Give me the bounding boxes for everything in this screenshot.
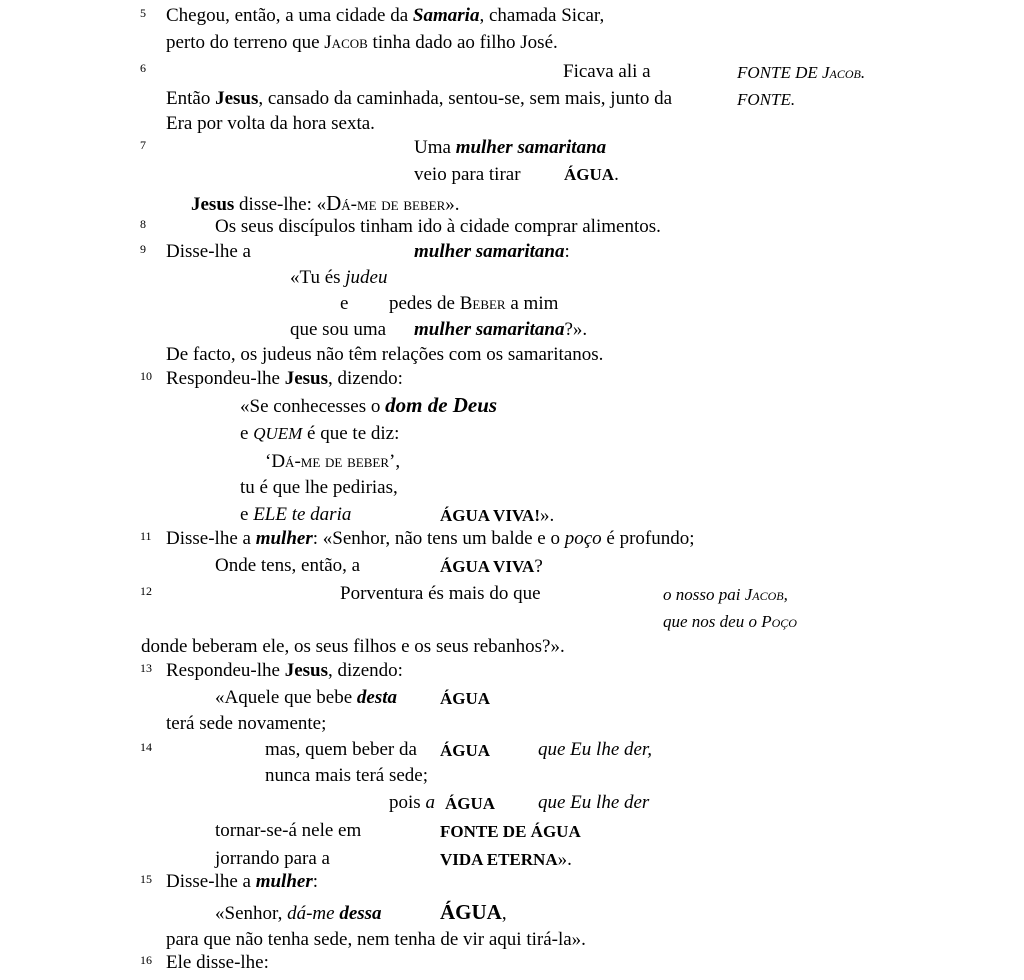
verse-15-line-1: Disse-lhe a mulher: bbox=[166, 871, 319, 892]
verse-10-line-6: e ELE te daria bbox=[240, 504, 352, 525]
verse-11-line-2: Onde tens, então, a bbox=[215, 555, 361, 576]
verse-number-6: 6 bbox=[140, 61, 146, 75]
fonte-de-agua: FONTE DE ÁGUA bbox=[440, 822, 581, 841]
verse-14-line-2: nunca mais terá sede; bbox=[265, 765, 429, 786]
verse-14-line-3: pois a bbox=[389, 792, 435, 813]
verse-7-line-2: veio para tirar bbox=[414, 164, 521, 185]
verse-13-line-1: Respondeu-lhe Jesus, dizendo: bbox=[166, 660, 403, 681]
verse-9-line-4b: mulher samaritana?». bbox=[414, 319, 588, 340]
verse-6-line-3: Era por volta da hora sexta. bbox=[166, 113, 375, 134]
verse-12-line-1: Porventura és mais do que bbox=[340, 583, 541, 604]
agua-14c: ÁGUA bbox=[445, 794, 496, 813]
verse-13-line-2: «Aquele que bebe desta bbox=[215, 687, 398, 708]
verse-5-line-2: perto do terreno que Jacob tinha dado ao filho José. bbox=[166, 32, 558, 53]
verse-9-line-3: pedes de Beber a mim bbox=[389, 293, 559, 314]
agua-14a: ÁGUA bbox=[440, 741, 491, 760]
verse-9-line-2: «Tu és judeu bbox=[290, 267, 388, 288]
verse-number-16: 16 bbox=[140, 953, 152, 967]
verse-number-13: 13 bbox=[140, 661, 152, 675]
verse-9-line-1: Disse-lhe a bbox=[166, 241, 251, 262]
verse-10-line-2: «Se conhecesses o dom de Deus bbox=[240, 393, 498, 417]
verse-13-line-3: terá sede novamente; bbox=[166, 713, 327, 734]
verse-number-12: 12 bbox=[140, 584, 152, 598]
verse-10-line-3: e QUEM é que te diz: bbox=[240, 423, 400, 444]
agua-viva: ÁGUA VIVA!». bbox=[440, 505, 555, 526]
verse-8-line-1: Os seus discípulos tinham ido à cidade comprar alimentos. bbox=[215, 216, 661, 237]
verse-number-5: 5 bbox=[140, 6, 146, 20]
que-eu-lhe-der-1: que Eu lhe der, bbox=[538, 739, 652, 760]
verse-7-line-1: Uma mulher samaritana bbox=[414, 137, 607, 158]
nos-deu-o-poco: que nos deu o Poço bbox=[663, 612, 797, 631]
verse-9-line-4: que sou uma bbox=[290, 319, 387, 340]
verse-number-8: 8 bbox=[140, 217, 146, 231]
verse-number-15: 15 bbox=[140, 872, 152, 886]
verse-7-line-3: Jesus disse-lhe: «Dá-me de beber». bbox=[191, 191, 460, 215]
verse-15-line-2: «Senhor, dá-me dessa bbox=[215, 903, 382, 924]
nosso-pai-jacob: o nosso pai Jacob, bbox=[663, 585, 788, 604]
verse-9-e: e bbox=[340, 293, 349, 314]
verse-5-line-1: Chegou, então, a uma cidade da Samaria, chamada Sicar, bbox=[166, 5, 605, 26]
agua-viva-2: ÁGUA VIVA? bbox=[440, 556, 543, 577]
verse-14-line-1: mas, quem beber da bbox=[265, 739, 417, 760]
agua-dessa: ÁGUA, bbox=[440, 900, 507, 924]
verse-9-line-5: De facto, os judeus não têm relações com os samaritanos. bbox=[166, 344, 604, 365]
agua-word: ÁGUA. bbox=[564, 164, 619, 185]
fonte-aside: FONTE. bbox=[737, 90, 796, 109]
verse-10-line-5: tu é que lhe pedirias, bbox=[240, 477, 398, 498]
verse-10-line-1: Respondeu-lhe Jesus, dizendo: bbox=[166, 368, 403, 389]
verse-9-speaker: mulher samaritana: bbox=[414, 241, 570, 262]
verse-number-14: 14 bbox=[140, 740, 152, 754]
verse-6-line-1: Ficava ali a bbox=[563, 61, 651, 82]
agua-desta: ÁGUA bbox=[440, 689, 491, 708]
verse-number-11: 11 bbox=[140, 529, 152, 543]
verse-number-9: 9 bbox=[140, 242, 146, 256]
verse-6-line-2: Então Jesus, cansado da caminhada, sentou-se, sem mais, junto da bbox=[166, 88, 673, 109]
verse-15-line-3: para que não tenha sede, nem tenha de vir aqui tirá-la». bbox=[166, 929, 586, 950]
vida-eterna: VIDA ETERNA». bbox=[440, 849, 572, 870]
fonte-de-jacob: FONTE DE Jacob. bbox=[737, 63, 866, 82]
verse-16-line-1: Ele disse-lhe: bbox=[166, 952, 269, 973]
verse-12-line-3: donde beberam ele, os seus filhos e os seus rebanhos?». bbox=[141, 636, 565, 657]
verse-14-line-4: tornar-se-á nele em bbox=[215, 820, 362, 841]
verse-14-line-5: jorrando para a bbox=[215, 848, 330, 869]
verse-number-10: 10 bbox=[140, 369, 152, 383]
que-eu-lhe-der-2: que Eu lhe der bbox=[538, 792, 650, 813]
verse-10-line-4: ‘Dá-me de beber’, bbox=[265, 451, 401, 472]
verse-number-7: 7 bbox=[140, 138, 146, 152]
verse-11-line-1: Disse-lhe a mulher: «Senhor, não tens um balde e o poço é profundo; bbox=[166, 528, 695, 549]
